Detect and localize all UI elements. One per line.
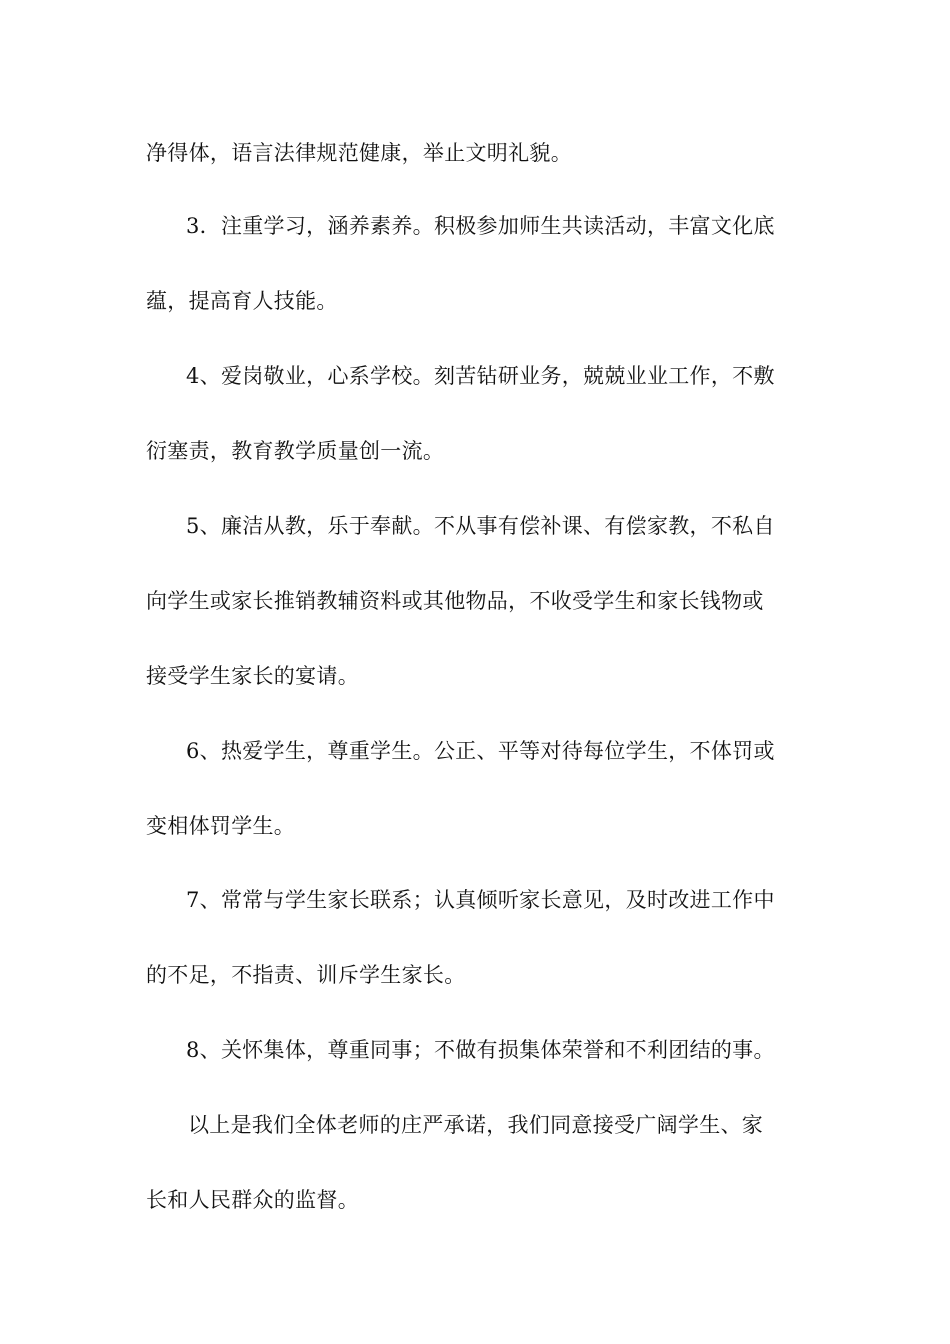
text-line: 的不足，不指责、训斥学生家长。 [146, 963, 466, 987]
text-line: 长和人民群众的监督。 [146, 1188, 359, 1212]
text-line: 净得体，语言法律规范健康，举止文明礼貌。 [146, 141, 572, 165]
text-line: 8、关怀集体，尊重同事；不做有损集体荣誉和不利团结的事。 [186, 1038, 775, 1062]
text-line: 4、爱岗敬业，心系学校。刻苦钻研业务，兢兢业业工作，不敷 [186, 364, 775, 388]
text-line: 蕴，提高育人技能。 [146, 289, 338, 313]
text-line: 以上是我们全体老师的庄严承诺，我们同意接受广阔学生、家 [188, 1113, 764, 1137]
text-line: 向学生或家长推销教辅资料或其他物品，不收受学生和家长钱物或 [146, 589, 764, 613]
text-line: 3．注重学习，涵养素养。积极参加师生共读活动，丰富文化底 [186, 214, 775, 238]
text-line: 6、热爱学生，尊重学生。公正、平等对待每位学生，不体罚或 [186, 739, 775, 763]
text-line: 衍塞责，教育教学质量创一流。 [146, 439, 445, 463]
text-line: 变相体罚学生。 [146, 814, 296, 838]
text-line: 5、廉洁从教，乐于奉献。不从事有偿补课、有偿家教，不私自 [186, 514, 775, 538]
text-line: 接受学生家长的宴请。 [146, 664, 359, 688]
text-line: 7、常常与学生家长联系；认真倾听家长意见，及时改进工作中 [186, 888, 775, 912]
